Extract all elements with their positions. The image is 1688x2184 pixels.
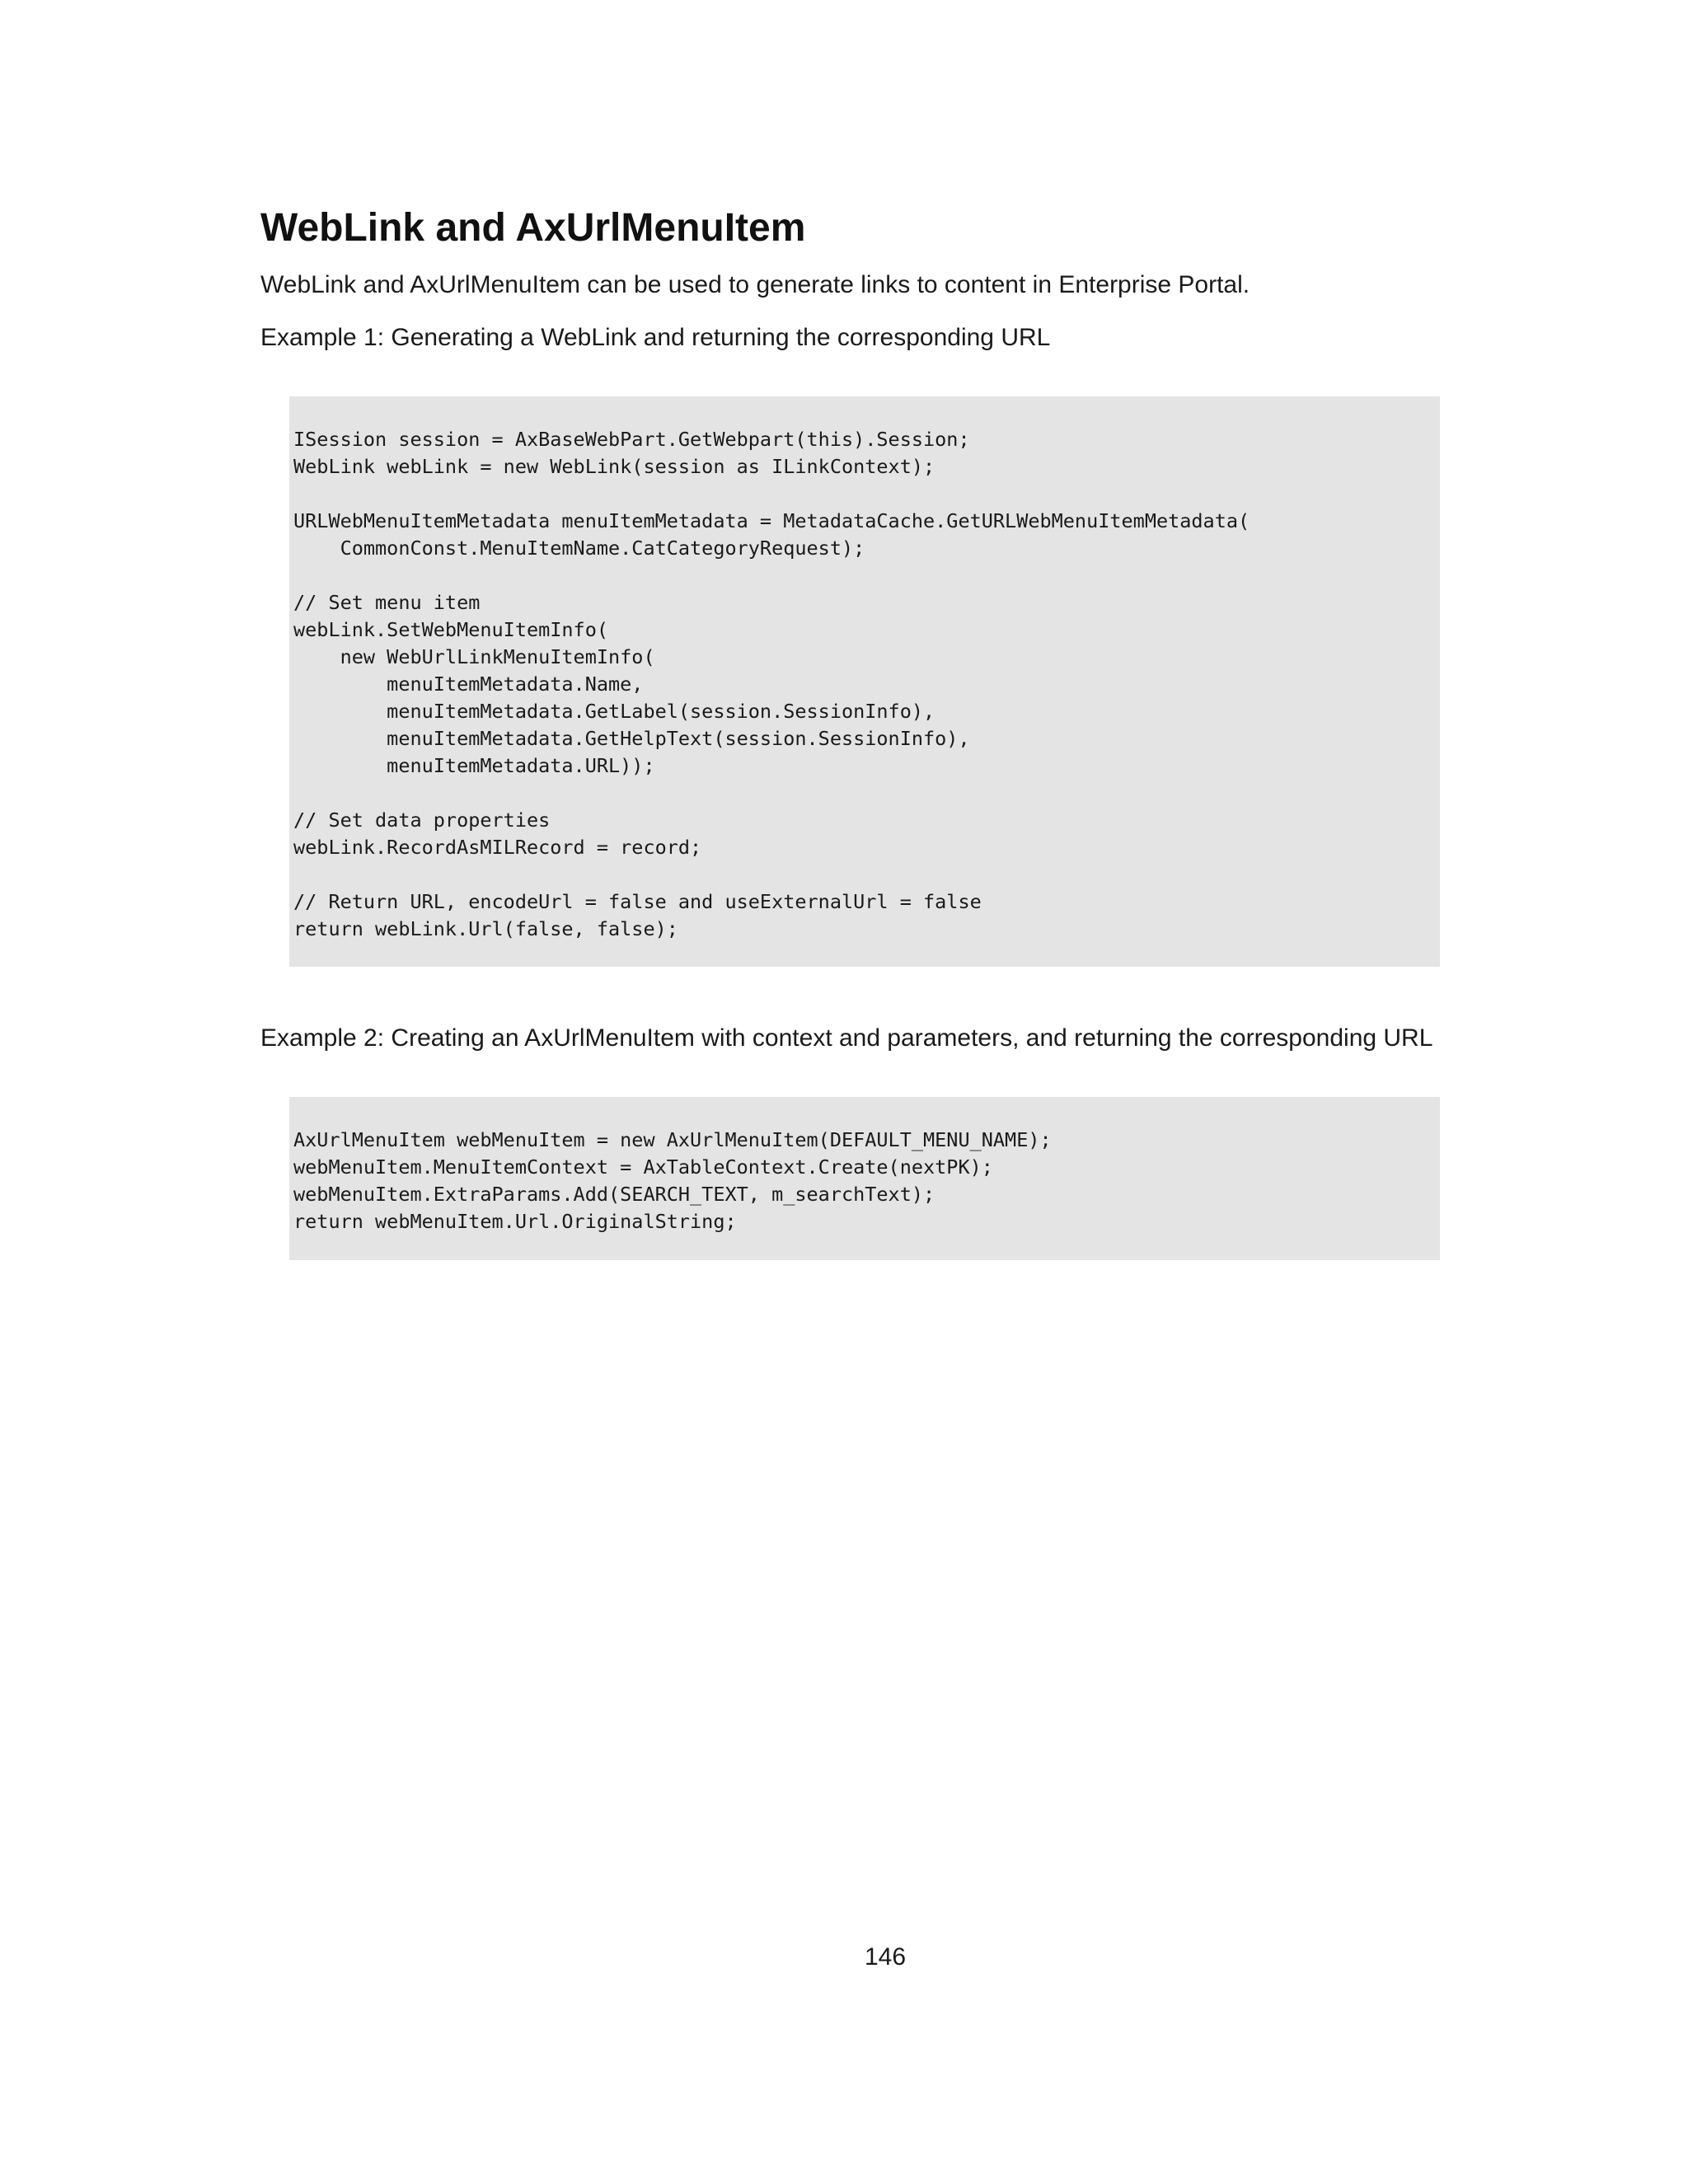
code-line: webMenuItem.MenuItemContext = AxTableContext.Create(nextPK); <box>293 1155 993 1179</box>
code-line: AxUrlMenuItem webMenuItem = new AxUrlMenuItem(DEFAULT_MENU_NAME); <box>293 1128 1052 1151</box>
page-number: 146 <box>864 1943 907 1971</box>
code-line: CommonConst.MenuItemName.CatCategoryRequest); <box>293 537 865 560</box>
code-line <box>293 780 1440 807</box>
code-line: webMenuItem.ExtraParams.Add(SEARCH_TEXT, m_searchText); <box>293 1183 935 1206</box>
example-2-caption: Example 2: Creating an AxUrlMenuItem with context and parameters, and returning the corresponding URL <box>260 1024 1433 1052</box>
code-line: new WebUrlLinkMenuItemInfo( <box>293 645 655 668</box>
code-line <box>293 480 1440 508</box>
code-line: // Set menu item <box>293 591 481 614</box>
code-line: URLWebMenuItemMetadata menuItemMetadata = MetadataCache.GetURLWebMenuItemMetadata( <box>293 509 1250 532</box>
code-line <box>293 562 1440 589</box>
code-line: // Return URL, encodeUrl = false and useExternalUrl = false <box>293 890 982 913</box>
code-line: webLink.SetWebMenuItemInfo( <box>293 618 609 641</box>
code-line: WebLink webLink = new WebLink(session as ILinkContext); <box>293 455 935 478</box>
example-1-code-block <box>289 396 1440 967</box>
section-heading: WebLink and AxUrlMenuItem <box>260 206 806 250</box>
code-line <box>293 861 1440 888</box>
code-line: menuItemMetadata.GetHelpText(session.SessionInfo), <box>293 727 970 750</box>
code-line: webLink.RecordAsMILRecord = record; <box>293 836 702 859</box>
code-line: ISession session = AxBaseWebPart.GetWebpart(this).Session; <box>293 428 970 451</box>
code-line: menuItemMetadata.GetLabel(session.SessionInfo), <box>293 700 935 723</box>
code-line: return webMenuItem.Url.OriginalString; <box>293 1210 737 1233</box>
code-line: menuItemMetadata.URL)); <box>293 754 655 777</box>
intro-paragraph: WebLink and AxUrlMenuItem can be used to generate links to content in Enterprise Portal. <box>260 271 1250 298</box>
example-1-caption: Example 1: Generating a WebLink and returning the corresponding URL <box>260 324 1051 351</box>
code-line: return webLink.Url(false, false); <box>293 917 678 940</box>
code-line: menuItemMetadata.Name, <box>293 673 644 696</box>
code-line: // Set data properties <box>293 808 551 832</box>
example-2-code-block <box>289 1097 1440 1260</box>
